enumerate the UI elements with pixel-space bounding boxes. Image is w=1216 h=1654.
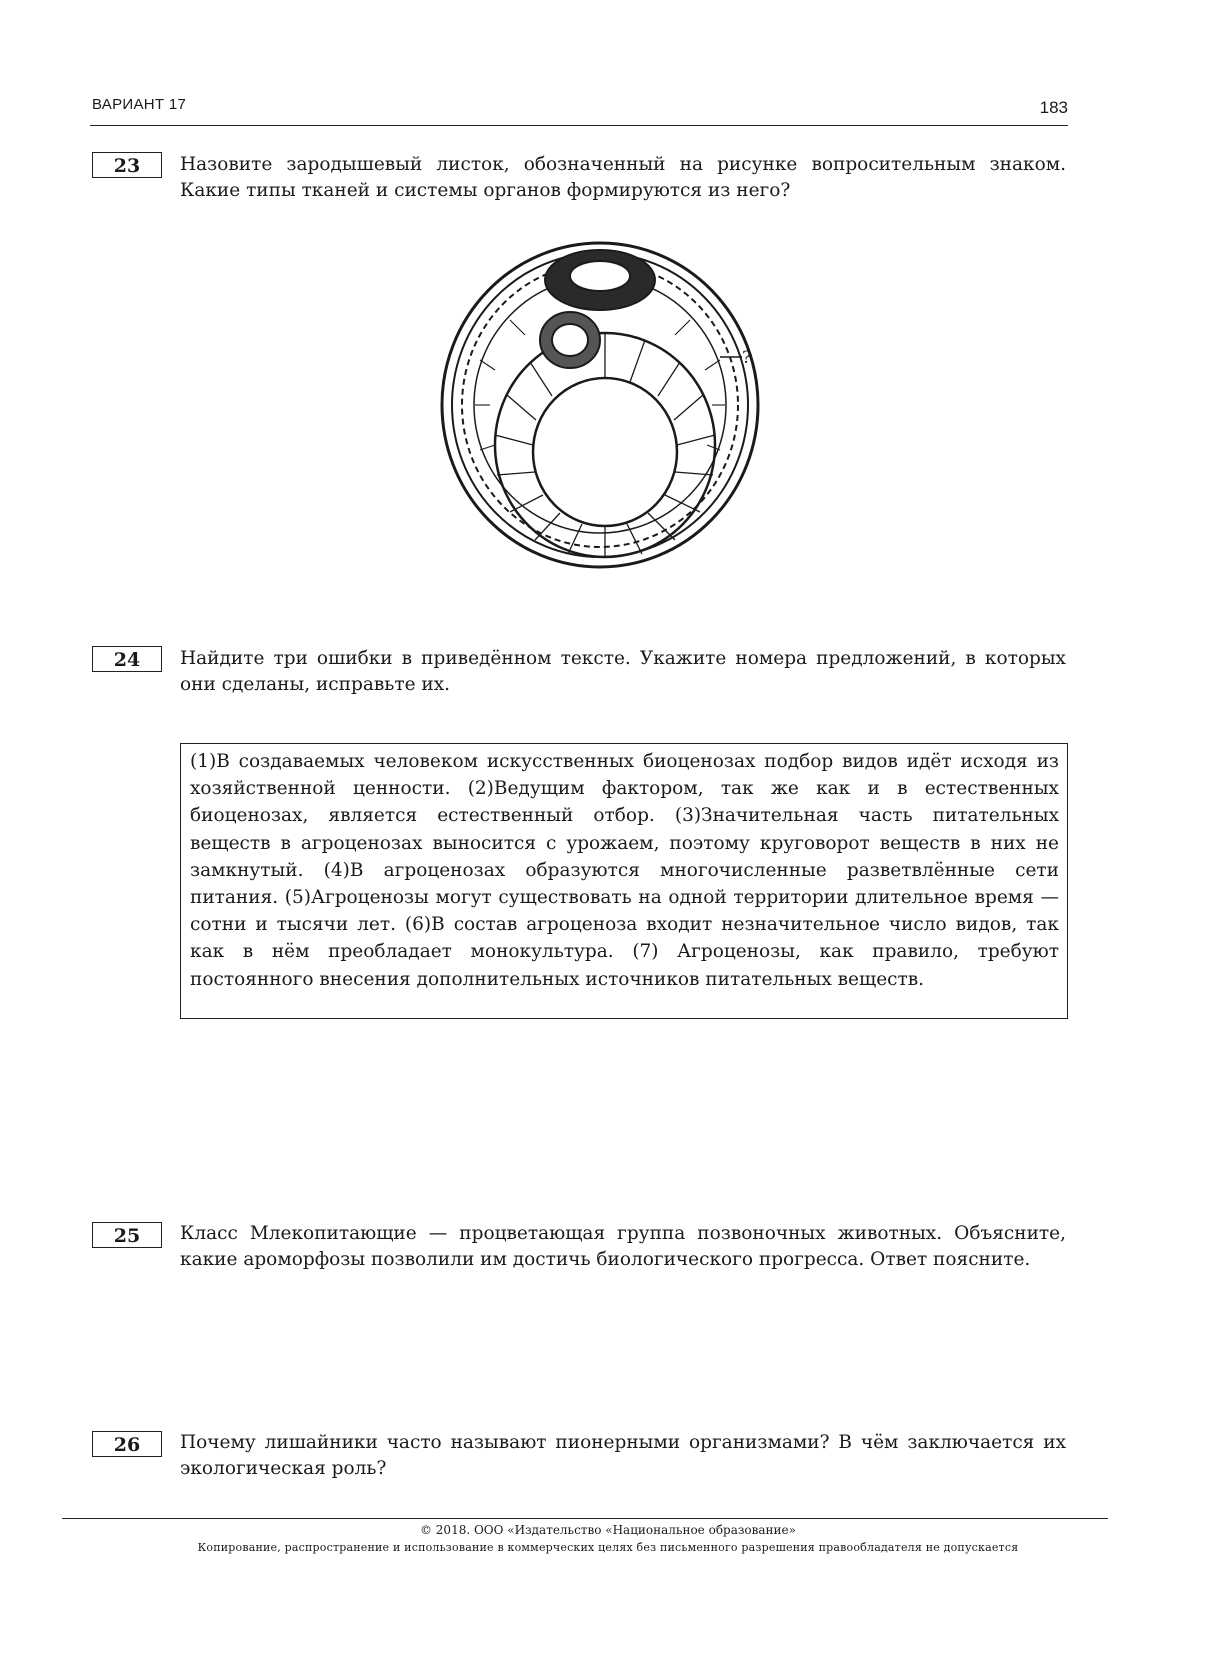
question-25-text: Класс Млекопитающие — процветающая группа позвоночных животных. Объясните, какие ароморфозы позволили им достичь биологического прогресса. Ответ поясните. <box>180 1223 1066 1270</box>
neurula-cross-section <box>420 240 820 580</box>
embryo-figure <box>420 240 820 580</box>
footer-notice: Копирование, распространение и использование в коммерческих целях без письменного разрешения правообладателя не допускается <box>197 1541 1019 1554</box>
footer-copyright: © 2018. ООО «Издательство «Национальное образование» <box>419 1523 796 1537</box>
header-divider <box>90 125 1068 126</box>
question-25-number: 25 <box>92 1222 162 1248</box>
figure-question-mark: ? <box>742 348 752 368</box>
question-26-text: Почему лишайники часто называют пионерными организмами? В чём заключается их экологическая роль? <box>180 1432 1066 1479</box>
footer-divider <box>62 1518 1108 1519</box>
question-23-text: Назовите зародышевый листок, обозначенный на рисунке вопросительным знаком. Какие типы тканей и системы органов формируются из него? <box>180 154 1066 201</box>
question-24-text: Найдите три ошибки в приведённом тексте. Укажите номера предложений, в которых они сделаны, исправьте их. <box>180 648 1066 695</box>
page-number: 183 <box>1039 98 1068 117</box>
question-24-number: 24 <box>92 646 162 672</box>
question-26-number: 26 <box>92 1431 162 1457</box>
statements-box: (1)В создаваемых человеком искусственных биоценозах подбор видов идёт исходя из хозяйственной ценности. (2)Ведущим фактором, так же как и в естественных биоценозах, является естественный отбор. (3)Значительная часть питательных веществ в агроценозах выносится с урожаем, поэтому круговорот веществ в них не замкнутый. (4)В агроценозах образуются многочисленные разветвлённые сети питания. (5)Агроценозы могут существовать на одной территории длительное время — сотни и тысячи лет. (6)В состав агроценоза входит незначительное число видов, так как в нём преобладает монокультура. (7) Агроценозы, как правило, требуют постоянного внесения дополнительных источников питательных веществ. <box>180 743 1068 1019</box>
variant-title: ВАРИАНТ 17 <box>92 96 187 113</box>
question-23-number: 23 <box>92 152 162 178</box>
